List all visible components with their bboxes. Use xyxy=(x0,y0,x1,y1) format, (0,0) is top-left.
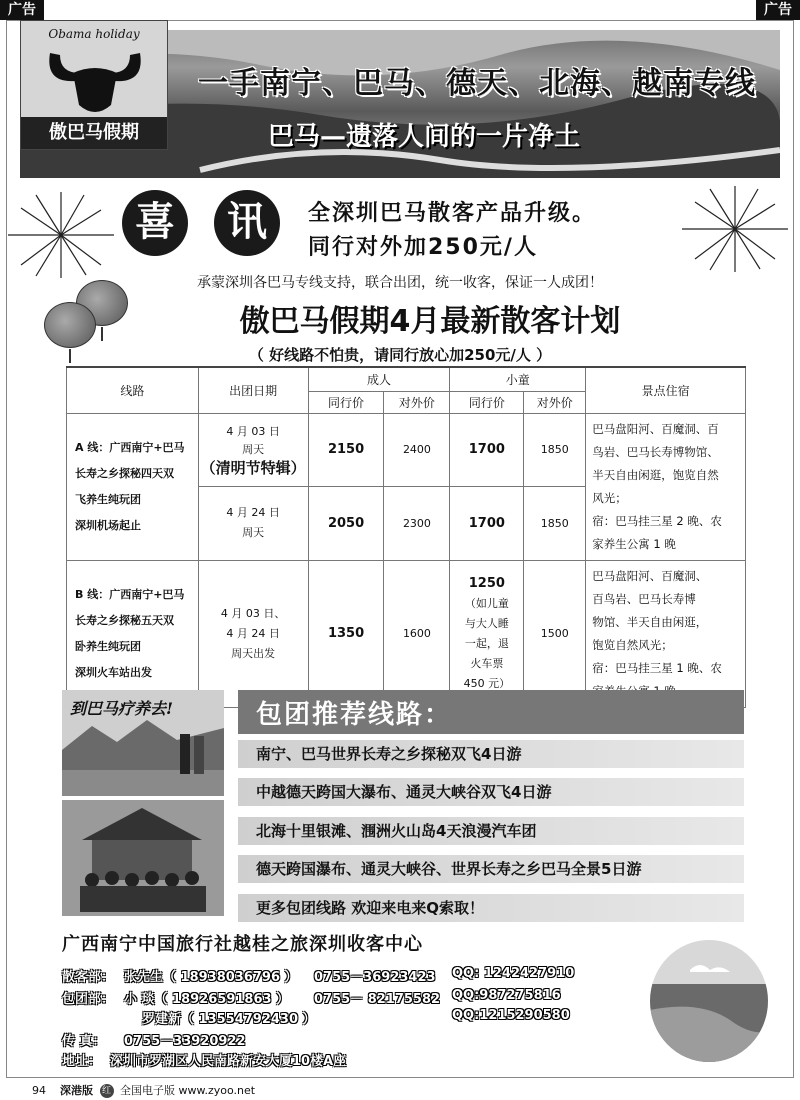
news-line-2: 同行对外加250元/人 xyxy=(308,235,538,260)
date-cell: 4 月 03 日、 4 月 24 日 周天出发 xyxy=(198,560,308,707)
date-cell: 4 月 03 日 周天 （清明节特辑） xyxy=(198,413,308,487)
banner-title: 一手南宁、巴马、德天、北海、越南专线 xyxy=(198,66,756,101)
page-footer xyxy=(32,1082,255,1098)
group-qq-2: QQ:1215290580 xyxy=(452,1008,570,1023)
group-tour-item: 中越德天跨国大瀑布、通灵大峡谷双飞4日游 xyxy=(238,778,744,806)
beach-photo xyxy=(650,940,768,1062)
elders-image xyxy=(62,800,224,916)
address-label: 地址： xyxy=(62,1054,102,1069)
adult-peer-price: 2050 xyxy=(308,487,384,561)
table-row xyxy=(67,560,746,707)
photo-caption: 到巴马疗养去! xyxy=(70,699,174,718)
ad-label-right: 广告 xyxy=(756,0,800,20)
website-link[interactable]: 全国电子版 www.zyoo.net xyxy=(120,1084,256,1097)
header-public-price: 对外价 xyxy=(524,391,586,413)
address: 深圳市罗湖区人民南路新安大厦10楼A座 xyxy=(110,1054,347,1069)
elders-photo xyxy=(62,800,224,916)
ad-label-left: 广告 xyxy=(0,0,44,20)
support-text: 承蒙深圳各巴马专线支持，联合出团，统一收客，保证一人成团！ xyxy=(197,275,603,291)
child-peer-price: 1250 （如儿童 与大人睡 一起，退 火车票 450 元） xyxy=(450,560,524,707)
group-tour-item: 德天跨国瀑布、通灵大峡谷、世界长寿之乡巴马全景5日游 xyxy=(238,855,744,883)
header-child: 小童 xyxy=(450,367,586,391)
group-tour-item: 南宁、巴马世界长寿之乡探秘双飞4日游 xyxy=(238,740,744,768)
news-line-1: 全深圳巴马散客产品升级。 xyxy=(308,201,597,226)
route-b-cell: B 线：广西南宁+巴马 长寿之乡探秘五天双 卧养生纯玩团 深圳火车站出发 xyxy=(67,560,199,707)
firework-left-icon xyxy=(6,190,116,280)
header-route: 线路 xyxy=(67,367,199,413)
tour-plan-table xyxy=(66,366,746,708)
group-label: 包团部： xyxy=(62,992,115,1007)
edition-label: 深港版 xyxy=(60,1084,93,1097)
xi-char-badge: 喜 xyxy=(122,190,188,256)
group-tour-item: 更多包团线路 欢迎来电来Q索取！ xyxy=(238,894,744,922)
spots-b-cell: 巴马盘阳河、百魔洞、 百鸟岩、巴马长寿博 物馆、半天自由闲逛， 饱览自然风光； 宿：巴马挂三星 1 晚、农 xyxy=(586,560,746,707)
header-spots: 景点住宿 xyxy=(586,367,746,413)
retail-qq: QQ: 1242427910 xyxy=(452,966,575,981)
table-row xyxy=(67,413,746,487)
adult-public-price: 1600 xyxy=(384,560,450,707)
hong-icon: 红 xyxy=(100,1084,114,1098)
plan-title: 傲巴马假期4月最新散客计划 xyxy=(239,304,621,339)
header-peer-price: 同行价 xyxy=(450,391,524,413)
header-public-price: 对外价 xyxy=(384,391,450,413)
xun-char-badge: 讯 xyxy=(214,190,280,256)
group-tours-header: 包团推荐线路： xyxy=(238,690,744,734)
page-number: 94 xyxy=(32,1084,46,1097)
fax-number: 0755－33920922 xyxy=(124,1034,246,1049)
special-tag: （清明节特辑） xyxy=(200,458,306,477)
child-public-price: 1500 xyxy=(524,560,586,707)
child-public-price: 1850 xyxy=(524,487,586,561)
plan-subtitle: （ 好线路不怕贵，请同行放心加250元/人 ） xyxy=(248,346,552,364)
fax-label: 传 真： xyxy=(62,1034,106,1049)
spots-a-cell: 巴马盘阳河、百魔洞、百 鸟岩、巴马长寿博物馆、 半天自由闲逛，饱览自然 风光； 宿：巴马挂三星 2 晚、农 家养生公寓 1 晚 xyxy=(586,413,746,560)
header-date: 出团日期 xyxy=(198,367,308,413)
adult-peer-price: 1350 xyxy=(308,560,384,707)
village-photo xyxy=(62,690,224,796)
logo-english: Obama holiday xyxy=(48,27,140,41)
group-tour-item: 北海十里银滩、涠洲火山岛4天浪漫汽车团 xyxy=(238,817,744,845)
firework-right-icon xyxy=(680,184,790,274)
bull-icon xyxy=(45,43,145,119)
brand-logo xyxy=(20,20,168,150)
header-adult: 成人 xyxy=(308,367,450,391)
group-qq: QQ:987275816 xyxy=(452,988,561,1003)
child-public-price: 1850 xyxy=(524,413,586,487)
retail-contact: 张先生（ 18938036796 ） xyxy=(124,970,298,985)
adult-public-price: 2400 xyxy=(384,413,450,487)
group-phone: 0755－ 82175582 xyxy=(314,992,441,1007)
agency-name: 广西南宁中国旅行社越桂之旅深圳收客中心 xyxy=(62,934,423,955)
header-peer-price: 同行价 xyxy=(308,391,384,413)
logo-chinese: 傲巴马假期 xyxy=(21,117,167,149)
beach-image xyxy=(650,940,768,1062)
date-cell: 4 月 24 日 周天 xyxy=(198,487,308,561)
banner-subtitle: 巴马—遗落人间的一片净土 xyxy=(268,122,581,152)
group-contact-2: 罗建新（ 13554792430 ） xyxy=(142,1012,316,1027)
group-contact: 小 琰（ 18926591863 ） xyxy=(124,992,290,1007)
retail-phone: 0755－36923423 xyxy=(314,970,436,985)
adult-peer-price: 2150 xyxy=(308,413,384,487)
retail-label: 散客部： xyxy=(62,970,115,985)
route-a-cell: A 线：广西南宁+巴马 长寿之乡探秘四天双 飞养生纯玩团 深圳机场起止 xyxy=(67,413,199,560)
child-peer-price: 1700 xyxy=(450,413,524,487)
adult-public-price: 2300 xyxy=(384,487,450,561)
child-peer-price: 1700 xyxy=(450,487,524,561)
